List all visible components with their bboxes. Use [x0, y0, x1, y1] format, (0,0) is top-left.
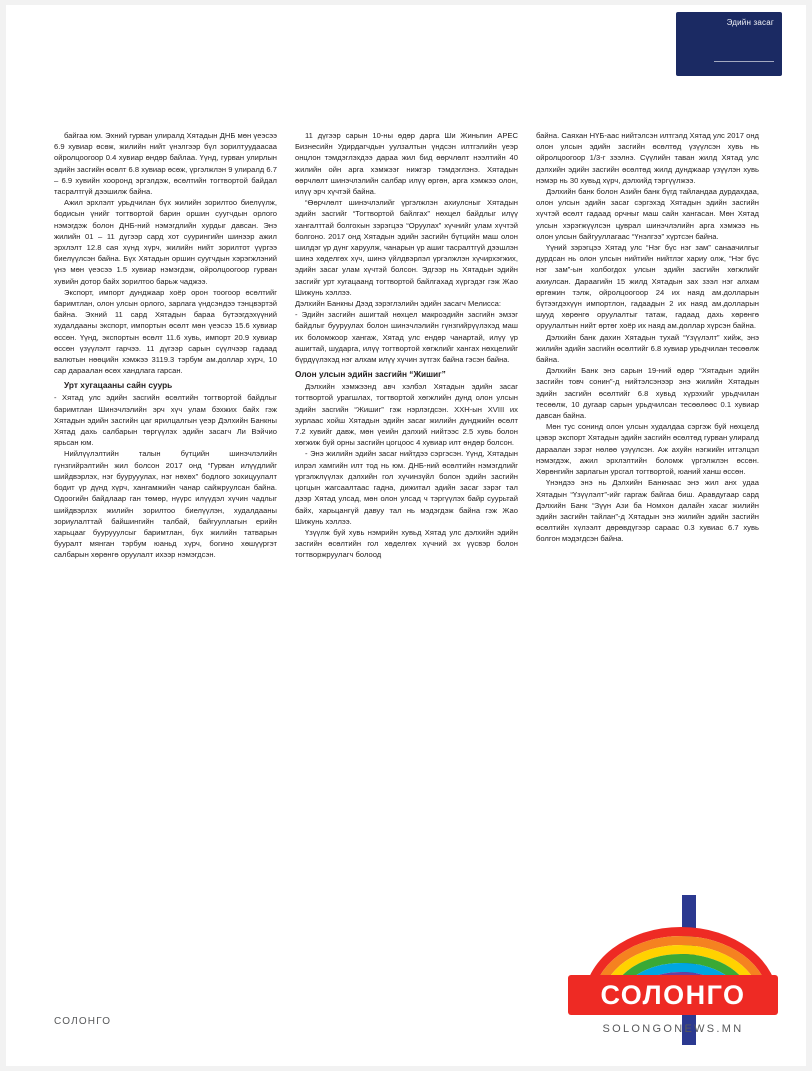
section-header-tab [676, 12, 782, 76]
section-header-rule [714, 61, 774, 62]
article-column-3 [536, 130, 759, 561]
article-paragraph: байгаа юм. Эхний гурван улиралд Хятадын ДНБ мөн үеэсээ 6.9 хувиар өсөж, жилийн нийт үнэлгээр бүл зорилтуудаасаа ойролцоогоор 0.4 хувиар өндөр байлаа. Үүнд, гурван улирлын эдийн засгийн өсөлт 6.8 хувиар өсөж, үргэлжлэн 9 улиралд 6.7 – 6.9 хувийн хооронд эргэлдэж, өсөлтийн тогтвортой байдал тасралтгүй дээшилж байна. [54, 131, 277, 197]
article-paragraph: Дэлхийн банк болон Азийн банк бүгд тайландаа дурдахдаа, олон улсын эдийн засаг сэргэхэд Хятадын эдийн засгийн хүчтэй өсөлт гадаад орчныг маш сайн хангасан. Мөн Хятад улсын хэрэгжүүлсэн цуврал шинэчлэлийн арга хэмжээ нь олон улсын байгууллагаас “Үнэлгээ” хүртсэн байна. [536, 187, 759, 241]
section-header-label: Эдийн засаг [726, 18, 774, 27]
logo-website-url: SOLONGONEWS.MN [602, 1023, 744, 1035]
article-paragraph: байна. Саяхан НҮБ-аас нийтэлсэн илтгэлд Хятад улс 2017 онд олон улсын эдийн засгийн өсөлтөд үзүүлсэн хувь нь ойролцоогоор 1/3-г зээлнэ. Сүүлийн таван жилд Хятад улс дэлхийн эдийн засгийн өсөлтөд жилд дунджаар үзүүлэн хувь нэмэр нь 30 хувьд хүрч, дэлхийд тэргүүлжээ. [536, 131, 759, 185]
article-subheading: Олон улсын эдийн засгийн “Жишиг” [295, 369, 446, 380]
article-paragraph: - Эдийн засгийн ашигтай нөхцел макроэдийн засгийн эмзэг байдлыг бууруулах болон шинэчлэлийн гүнзгийрүүлэхэд маш их боломжоор хангаж, Хятад улс ендөр чанартай, илүү үр ашигтай, шударга, илүү тогтвортой хөгжлийг хангах нөхцелийг бүрдүүлэхэд нэг алхам илүү хүчин зүтгэх байна гэсэн байна. [295, 310, 518, 365]
article-columns [54, 130, 760, 561]
logo-wordmark: СОЛОНГО [568, 975, 778, 1015]
article-paragraph: Экспорт, импорт дунджаар хоёр орон тоогоор өсөлтийг баримтлан, олон улсын орлого, зарлага үндсэндээ тэнцвэртэй байна. Эхний 11 сард Хятадын бараа бүтээгдэхүүний худалдааны экспорт, импортын өсөлт мөн үеэсээ 15.6 хувиар өссөн. Үүнд, экспортын өсөлт 11.6 хувь, импорт 20.9 хувиар өссөн үзүүлэлт гарчээ. 11 дүгээр сарын сүүлчээр гадаад валютын нөөцийн хэмжээ 3119.3 тэрбум ам.доллар хүрч, 10 сар дараалан өсөх хандлага гарсан. [54, 287, 277, 376]
article-subheading: Урт хугацааны сайн суурь [64, 380, 173, 391]
article-paragraph: Үүний зэрэгцээ Хятад улс “Нэг бүс нэг зам” санаачилгыг дурдсан нь олон улсын нийтийн нийтлэг хариу олж, “Нэг бүс нэг зам”-ын холбогдох улсын эдийн засгийн хөгжлийг ахиулсан. Дараагийн 15 жилд Хятадын зах зээл нэг алхам өргөжин тэлж, ойролцоогоор 24 их наяд ам.долларын бүтээгдэхүүн импортлон, гадаадын 2 их наяд ам.долларын шууд хөрөнгө оруулалтыг татаж, гадаад дахь хөрөнгө оруулалтын нийт өртөг хоёр их наяд ам.доллар хүрсэн байна. [536, 243, 759, 331]
article-paragraph: “Өөрчлөлт шинэчлэлийг үргэлжлэн ахиулсныг Хятадын эдийн засгийг “Тогтвортой байлгах” нөхцел байдлыг илүү хангалттай болгохын зэрэгцээ “Оруулах” хүчнийг улам хүчтэй болгоно. 2017 онд Хятадын эдийн засгийн бүтцийн маш олон шилдэг үр дүнг харуулж, чанарын үр ашиг тасралтгүй дээшлэн шинэ хөделгөх хүч, шинэ үйлдвэрлэл үргэлжлэн хүчирхэгжих, эдийн засаг улам хүчтэй болсон. Эдгээр нь Хятадын эдийн засгийг урт хугацаанд тогтвортой байлгахад хүргэдэг гэж Жао Шижунь хэллээ. [295, 198, 518, 297]
article-paragraph: Нийлүүлэлтийн талын бүтцийн шинэчлэлийн гүнзгийрэлтийн жил болсон 2017 онд “Гурван илүүдлийг шийдвэрлэх, нэг буурууулах, нэг нөхөх” бодлого зохицуулалт бодит үр дүнд хүрч, хангамжийн чанар сайжруулсан байна. Одоогийн байдлаар ган төмөр, нүүрс илүүдэл хүчин чадлыг шийдвэрлэх жилийн зорилтоо биелүүлэн, худалдааны зориулалттай байшингийн талбай, байгууллагын ерийн харьцааг буурууулсыг баримтлан, бүх жилийн татварын бууралт мянган тэрбум юаньд хүрч, богино хөшүүргэт салбарын хөрөнгө оруулалт ихээр нэмэгдсэн. [54, 449, 277, 560]
page-edge-left [0, 0, 6, 1071]
page-edge-top [0, 0, 812, 5]
article-column-2 [295, 130, 518, 561]
article-paragraph: - Энэ жилийн эдийн засаг нийтдээ сэргэсэн. Үүнд, Хятадын илрэл хамгийн илт тод нь юм. ДНБ-ний өсөлтийн нэмэгдлийг үргэлжлүүлэх дэлхийн гол хүчинзүйл болон эдийн засгийн цогцын жагсаалтаас гадна, дижитал эдийн засаг зэрэг тал дээр Хятад улсад, мөн олон улсад ч тэргүүлэх байр суурьтай байх, харьцангүй давуу тал нь мэдэгдэж байна гэж Жао Шижунь хэллээ. [295, 449, 518, 526]
article-paragraph: Дэлхийн хэмжээнд авч хэлбэл Хятадын эдийн засаг тогтвортой урагшлах, тогтвортой хөгжлийн дунд олон улсын эдийн засгийн “Жишиг” гэж нэрлэгдсэн. ХХН-ын XVIII их хурлаас хойш Хятадын эдийн засаг жилийн дунджийн өсөлт 7.2 хувийг давж, мөн үеийн дэлхий нийтээс 2.5 хувь болон хөгжиж буй орны засгийн цогцоос 4 хувиар илт өндөр болсон. [295, 382, 518, 448]
article-paragraph: 11 дүгээр сарын 10-ны өдөр дарга Ши Жиньпин АРЕС Бизнесийн Удирдагчдын уулзалтын үндсэн илтгэлийн үеэр онцлон тэмдэглэхдээ дараа жил бид өөрчлөлт нээлтийн 40 жилийн ойн арга хэмжээг нижгэр тэмдэглэнэ. Хятадын өөрчлөлт шинэчлэлийн салбар илүү өргөн, арга хэмжээ олон, илүү эрч хүчтэй байна. [295, 131, 518, 197]
article-paragraph: Үнэндээ энэ нь Дэлхийн Банкнаас энэ жил анх удаа Хятадын “Үзүүлэлт”-ийг гаргаж байгаа биш. Аравдугаар сард Дэлхийн Банк “Зүүн Ази ба Номхон далайн хасаг жилийн эдийн засгийн тайлан”-д Хятадын энэ жилийн эдийн засгийн өсөлтийн хүлээлт дөрөвдүгээр сараас 0.3 хувиас 6.7 хувь болгон мэдэгдсэн байна. [536, 478, 759, 544]
page-edge-bottom [0, 1066, 812, 1071]
article-paragraph: Ажил эрхлэлт урьдчилан бүх жилийн зорилтоо биелүүлж, бодисын үнийг тогтвортой барин оршин суугчдын орлого нэмэгдэж болон ДНБ-ний нэмэгдлийн хурдыг давсан. Энэ жилийн 01 – 11 дүгээр сард хот суурингийн шинээр ажил эрхлэлт 12.8 сая хүнд хүрч, жилийн нийт зорилтот үүргээ биелүүлсэн байна. Бүх Хятадын оршин суугчдын хэрэгжлэний үнэ мөн үеэсээ 1.5 хувиар нэмэгдэж, ойролцоогоор гурван хувийн дотор байх зорилтоо барьж чаджээ. [54, 198, 277, 286]
footer-brand: СОЛОНГО [54, 1016, 112, 1027]
article-paragraph: Мөн тус сонинд олон улсын худалдаа сэргэж буй нөхцелд цэвэр экспорт Хятадын эдийн засгийн өсөлтөд гурван улиралд дараалан зэрэг нөлөө үзүүлсэн. Аж ахуйн нэгжийн итгэлцэл нэмэгдэж, ажил эрхлэлтийн боломж үргэлжлэн өссөн. Хөрөнгийн зарлагын урсгал тогтвортой, юаний ханш өссөн. [536, 422, 759, 477]
article-paragraph: Дэлхийн банк дахин Хятадын тухай “Үзүүлэлт” хийж, энэ жилийн эдийн засгийн өсөлтийг 6.8 хувиар урьдчилан тесөөлж байна. [536, 332, 759, 365]
article-paragraph: Дэлхийн Банкны Дээд зэрэглэлийн эдийн засагч Мелисса: [295, 299, 502, 309]
article-column-1 [54, 130, 277, 561]
solongo-logo [568, 927, 778, 1045]
article-paragraph: Үзүүлж буй хувь нэмрийн хувьд Хятад улс дэлхийн эдийн засгийн өсөлтийн гол хөделгөх хүчний эх үүсвэр болон тогтворжруулагч болоод [295, 527, 518, 560]
article-paragraph: - Хятад улс эдийн засгийн өсөлтийн тогтвортой байдлыг баримтлан Шинэчлэлийн эрч хүч улам бэхжих байх гэж Хятадын эдийн засгийн цаг ярилцалгын үеэр Дэлхийн Банкны Хятад дахь салбарын төргүүлэх эдийн засагч Ли Вэйчио ярьсан юм. [54, 393, 277, 448]
page-edge-right [806, 0, 812, 1071]
article-paragraph: Дэлхийн Банк энэ сарын 19-ний өдөр “Хятадын эдийн засгийн товч сонин”-д нийтэлсэнээр энэ жилийн Хятадын эдийн засгийн өсөлтийг 6.8 хувьд хүрэхийг урьдчилан тесөөлж, 10 дугаар сарын урьдчилсан тесөөлөөс 0.1 хувиар давсан байна. [536, 366, 759, 421]
